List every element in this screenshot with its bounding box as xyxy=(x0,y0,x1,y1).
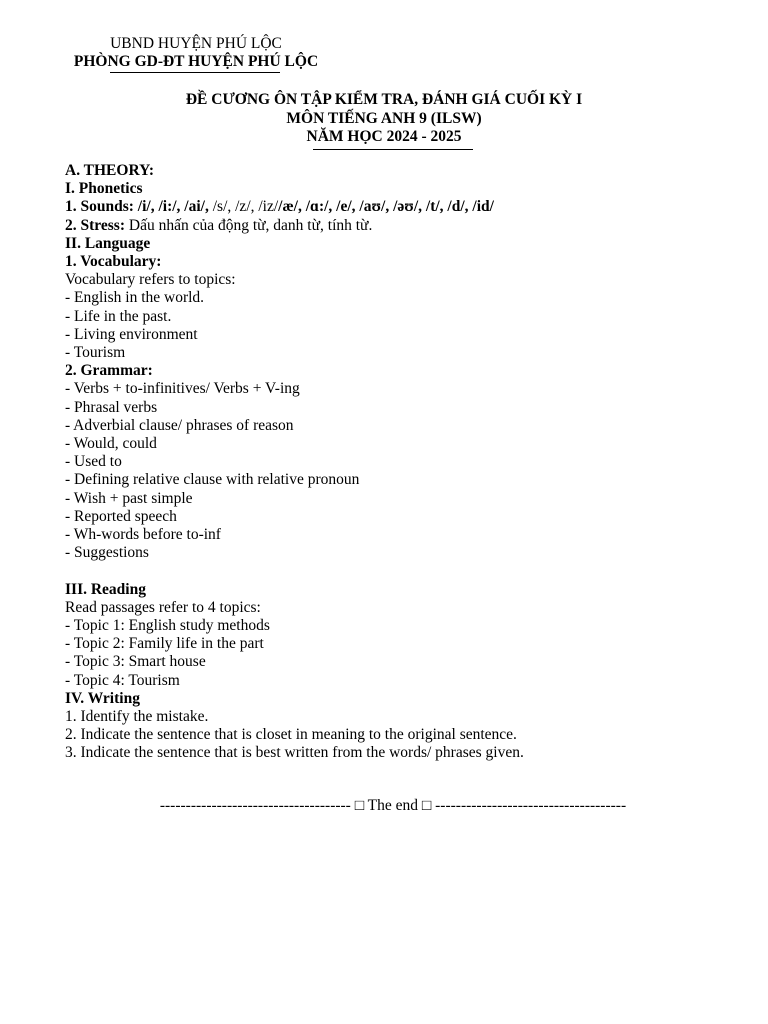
grammar-item: - Adverbial clause/ phrases of reason xyxy=(65,416,294,434)
section-theory-heading: A. THEORY: xyxy=(65,162,155,179)
reading-item: - Topic 1: English study methods xyxy=(65,617,270,635)
vocabulary-intro: Vocabulary refers to topics: xyxy=(65,271,236,289)
section-language-heading: II. Language xyxy=(65,234,151,252)
grammar-item: - Phrasal verbs xyxy=(65,398,158,416)
end-marker: ------------------------------------- □ The end □ ------------------------------------- xyxy=(159,797,627,814)
phonetics-heading: I. Phonetics xyxy=(65,180,143,198)
vocabulary-item: - Living environment xyxy=(65,325,198,343)
stress-line xyxy=(65,217,725,235)
vocabulary-item: - English in the world. xyxy=(65,289,205,307)
vocabulary-heading: 1. Vocabulary: xyxy=(65,253,162,271)
reading-item: - Topic 2: Family life in the part xyxy=(65,635,264,653)
reading-item: - Topic 3: Smart house xyxy=(65,653,206,671)
reading-intro: Read passages refer to 4 topics: xyxy=(65,598,261,616)
blank-line xyxy=(65,562,725,580)
grammar-item: - Would, could xyxy=(65,435,157,453)
document-body xyxy=(65,162,725,763)
grammar-item: - Reported speech xyxy=(65,507,177,525)
grammar-item: - Defining relative clause with relative pronoun xyxy=(65,471,360,489)
reading-item: - Topic 4: Tourism xyxy=(65,671,180,689)
grammar-item: - Wish + past simple xyxy=(65,489,193,507)
grammar-heading: 2. Grammar: xyxy=(65,362,153,380)
header-block xyxy=(62,35,330,71)
authority-name: UBND HUYỆN PHÚ LỘC xyxy=(110,35,282,52)
title-line-3: NĂM HỌC 2024 - 2025 xyxy=(306,128,462,145)
vocabulary-item: - Tourism xyxy=(65,344,126,362)
sounds-label: 1. Sounds: /i/, /i:/, /ai/, xyxy=(65,198,209,216)
department-name: PHÒNG GD-ĐT HUYỆN PHÚ LỘC xyxy=(73,53,319,70)
stress-label: 2. Stress: xyxy=(65,216,125,234)
title-underline xyxy=(313,149,473,150)
header-underline xyxy=(110,72,280,73)
document-title xyxy=(0,91,768,147)
writing-item: 2. Indicate the sentence that is closet in meaning to the original sentence. xyxy=(65,726,517,744)
grammar-item: - Wh-words before to-inf xyxy=(65,526,221,544)
title-line-1: ĐỀ CƯƠNG ÔN TẬP KIỂM TRA, ĐÁNH GIÁ CUỐI KỲ I xyxy=(185,91,583,108)
stress-text: Dấu nhấn của động từ, danh từ, tính từ. xyxy=(125,216,373,234)
vocabulary-item: - Life in the past. xyxy=(65,307,172,325)
section-writing-heading: IV. Writing xyxy=(65,689,140,707)
grammar-item: - Suggestions xyxy=(65,544,149,562)
sounds-rest: /æ/, /ɑ:/, /e/, /aʊ/, /əʊ/, /t/, /d/, /id/ xyxy=(278,198,494,216)
section-reading-heading: III. Reading xyxy=(65,580,146,598)
writing-item: 1. Identify the mistake. xyxy=(65,708,209,726)
writing-item: 3. Indicate the sentence that is best written from the words/ phrases given. xyxy=(65,744,524,762)
grammar-item: - Verbs + to-infinitives/ Verbs + V-ing xyxy=(65,380,300,398)
title-line-2: MÔN TIẾNG ANH 9 (ILSW) xyxy=(286,109,482,127)
grammar-item: - Used to xyxy=(65,453,122,471)
sounds-plain: /s/, /z/, /iz/ xyxy=(208,198,279,216)
sounds-line xyxy=(65,198,725,216)
